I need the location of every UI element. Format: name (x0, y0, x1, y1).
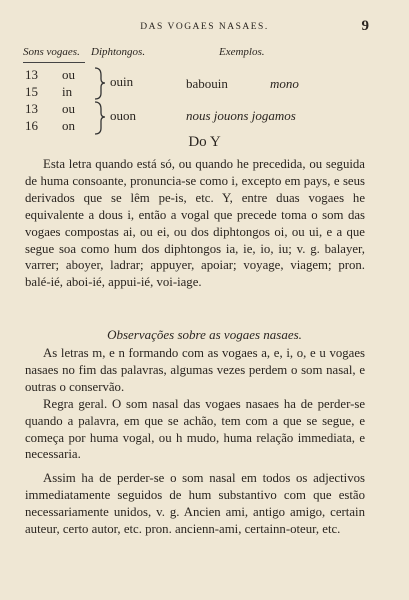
paragraph: Regra geral. O som nasal das vogaes nasaes ha de perder-se quando a palavra, em que se achão, tem com a que se segue, e começa por huma vogal, ou h mudo, huma relação immediata, e necessaria. (25, 396, 365, 462)
column-header-exemplos: Exemplos. (219, 46, 265, 58)
running-head: DAS VOGAES NASAES. (140, 22, 269, 32)
brace-group (92, 66, 106, 138)
paragraph: Esta letra quando está só, ou quando he precedida, ou seguida de huma consoante, pronuncia-se como i, excepto em pays, e seus derivados que se lêm pe-is, etc. Y, entre duas vogaes he equivalente a dous i, então a vogal que precede toma o som das vogaes compostas ai, ou ei, ou dos diphtongos oi, ou ui, e a que segue soa como hum dos diphtongos ia, ie, io, iu; v. g. balayer, varrer; aboyer, ladrar; appuyer, apoiar; voyage, viagem; pron. balé-ié, aboi-ié, appui-ié, voi-iage. (25, 157, 365, 290)
section-y-body (25, 156, 365, 291)
observations-body (25, 345, 365, 538)
page-number: 9 (361, 18, 369, 34)
lower-brace (95, 102, 105, 134)
vowel-cell: ou (62, 101, 75, 116)
vowel-cell: in (62, 84, 73, 99)
example-jouons: nous jouons jogamos (186, 108, 296, 123)
diphthong-ouon: ouon (110, 108, 136, 123)
example-mono: mono (270, 76, 299, 91)
paragraph: As letras m, e n formando com as vogaes a, e, i, o, e u vogaes nasaes no fim das palavras, algumas vezes perdem o som nasal, e outras o conservão. (25, 346, 365, 394)
column-header-diphtongos: Diphtongos. (91, 46, 146, 58)
section-heading-y: Do Y (188, 134, 221, 150)
vowel-cell: ou (62, 67, 75, 82)
number-cell: 13 (25, 67, 38, 82)
number-cell: 13 (25, 101, 38, 116)
sound-vowels (62, 66, 75, 134)
paragraph: Assim ha de perder-se o som nasal em todos os adjectivos immediatamente seguidos de hum substantivo com que estão necessariamente unidos, v. g. Ancien ami, antigo amigo, certain auteur, certo autor, etc. pron. ancienn-ami, certainn-oteur, etc. (25, 471, 365, 537)
number-cell: 16 (25, 118, 38, 133)
column-header-sons: Sons vogaes. (23, 46, 80, 58)
sound-numbers (25, 66, 38, 134)
vowel-cell: on (62, 118, 75, 133)
diphthong-ouin: ouin (110, 74, 134, 89)
number-cell: 15 (25, 84, 38, 99)
header-underline (23, 62, 85, 63)
example-babouin: babouin (186, 76, 228, 91)
section-subheading: Observações sobre as vogaes nasaes. (107, 327, 302, 342)
upper-brace (95, 68, 105, 99)
